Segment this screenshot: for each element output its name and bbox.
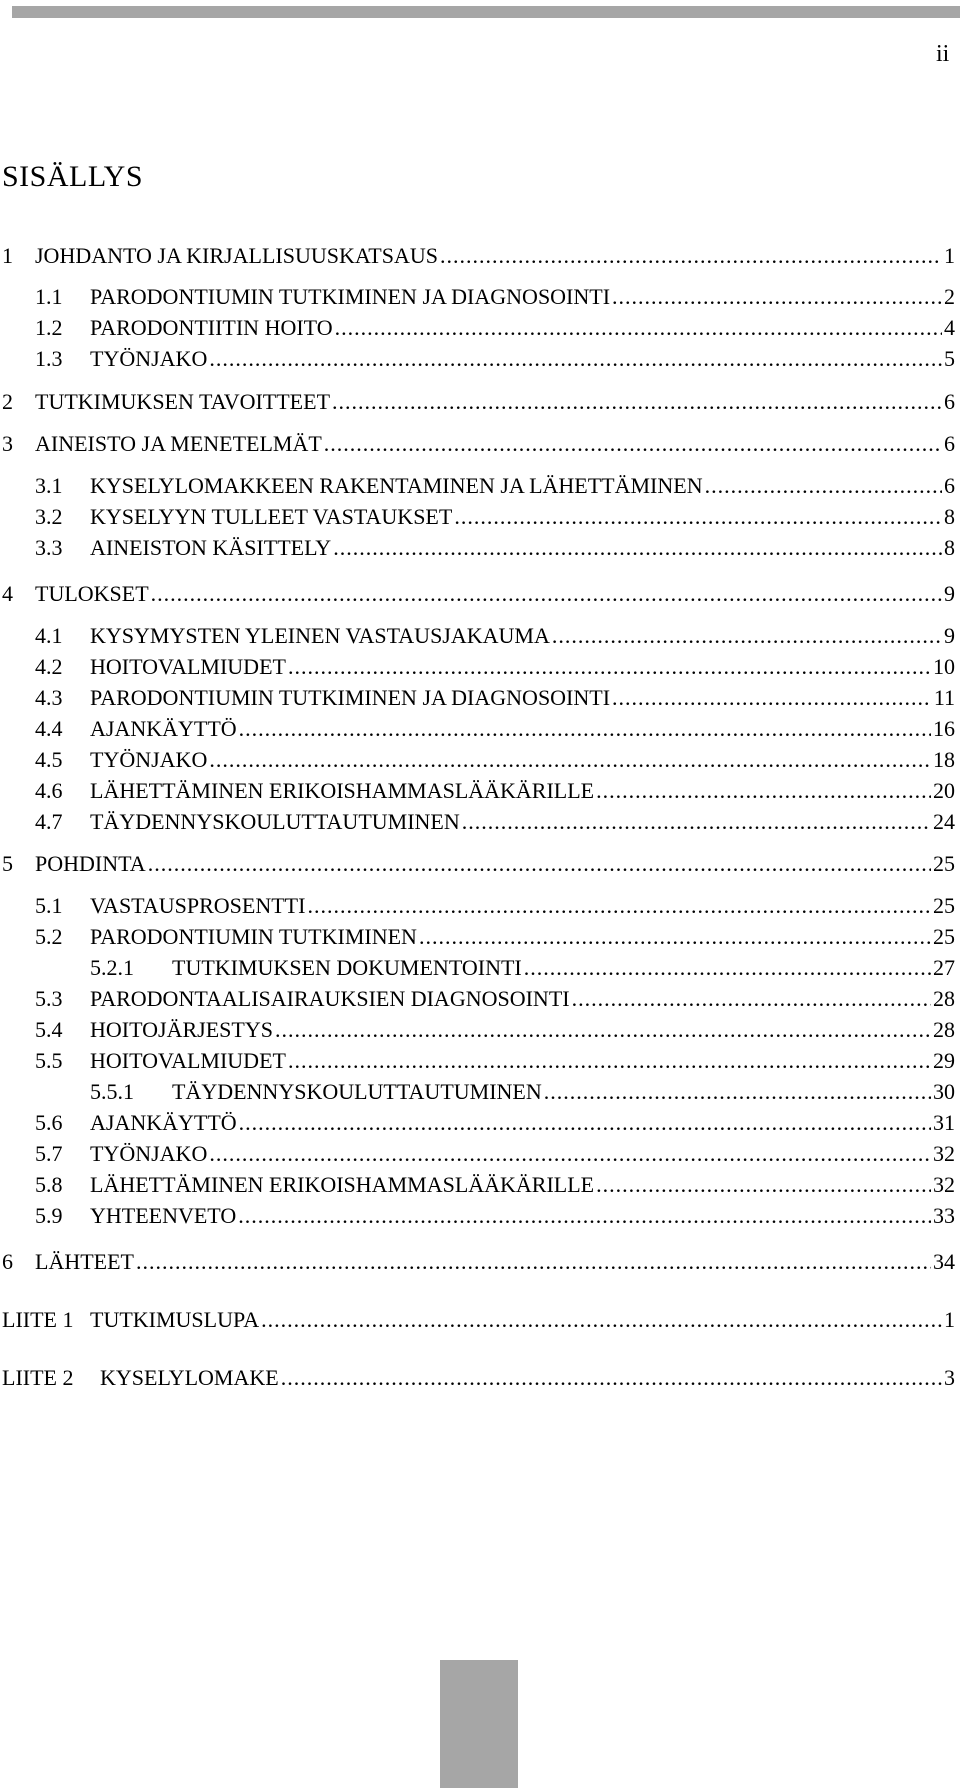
toc-entry-page: 32 [933,1172,955,1197]
toc-leader-dots [596,1171,931,1199]
toc-leader-dots [261,1306,942,1334]
toc-entry-number: 1.3 [35,346,63,371]
header-bar [12,6,960,18]
toc-leader-dots [148,850,931,878]
toc-entry-text: TYÖNJAKO [90,747,208,772]
toc-entry [0,534,955,562]
toc-entry-text: AJANKÄYTTÖ [90,716,237,741]
toc-entry [0,985,955,1013]
toc-entry-text: TUTKIMUKSEN DOKUMENTOINTI [172,955,522,980]
toc-entry-number: 5.2 [35,924,63,949]
toc-entry [0,283,955,311]
toc-entry-page: 32 [933,1141,955,1166]
toc-entry-text: LÄHETTÄMINEN ERIKOISHAMMASLÄÄKÄRILLE [90,1172,595,1197]
toc-entry [0,684,955,712]
toc-entry-number: 3.2 [35,504,63,529]
toc-entry-page: 27 [933,955,955,980]
toc-leader-dots [307,892,931,920]
toc-entry-text: TUTKIMUKSEN TAVOITTEET [35,389,331,414]
toc-leader-dots [332,388,942,416]
toc-leader-dots [209,1140,931,1168]
toc-entry [0,345,955,373]
toc-leader-dots [462,808,931,836]
toc-entry-number: 4 [2,581,13,606]
toc-entry-text: AINEISTON KÄSITTELY [90,535,332,560]
toc-leader-dots [238,1202,931,1230]
toc-entry-text: TUTKIMUSLUPA [90,1307,260,1332]
toc-entry-text: POHDINTA [35,851,146,876]
toc-entry-text: TÄYDENNYSKOULUTTAUTUMINEN [90,809,460,834]
toc-entry [0,808,955,836]
toc-entry [0,1248,955,1276]
toc-entry-number: 5.2.1 [90,955,134,980]
toc-entry-text: VASTAUSPROSENTTI [90,893,306,918]
toc-entry [0,1202,955,1230]
toc-entry [0,1364,955,1392]
toc-entry [0,715,955,743]
toc-entry-page: 28 [933,986,955,1011]
toc-entry-number: 3.1 [35,473,63,498]
toc-entry-page: 1 [944,243,955,268]
toc-entry-page: 6 [944,431,955,456]
toc-entry-text: LÄHTEET [35,1249,134,1274]
toc-leader-dots [596,777,931,805]
toc-leader-dots [239,1109,931,1137]
toc-entry-number: 5.5 [35,1048,63,1073]
toc-entry-page: 24 [933,809,955,834]
toc-entry-page: 16 [933,716,955,741]
toc-entry [0,580,955,608]
toc-entry [0,1109,955,1137]
toc-leader-dots [544,1078,931,1106]
toc-entry-text: YHTEENVETO [90,1203,237,1228]
toc-entry-number: 5.5.1 [90,1079,134,1104]
toc-entry-number: 1.1 [35,284,63,309]
toc-leader-dots [209,746,931,774]
toc-entry-page: 6 [944,473,955,498]
toc-entry-page: 6 [944,389,955,414]
toc-entry-number: 3 [2,431,13,456]
toc-entry-page: 34 [933,1249,955,1274]
toc-entry [0,622,955,650]
toc-entry-text: PARODONTIUMIN TUTKIMINEN JA DIAGNOSOINTI [90,685,611,710]
toc-entry-page: 10 [933,654,955,679]
toc-entry-text: HOITOVALMIUDET [90,1048,286,1073]
footer-block [440,1660,518,1788]
toc-entry-number: 6 [2,1249,13,1274]
toc-entry-number: 4.5 [35,747,63,772]
toc-entry-page: 4 [944,315,955,340]
toc-entry-page: 11 [933,685,955,710]
toc-leader-dots [324,430,942,458]
toc-entry [0,1171,955,1199]
toc-entry [0,430,955,458]
toc-entry-number: 4.3 [35,685,63,710]
toc-entry-page: 9 [944,623,955,648]
toc-entry-text: KYSELYYN TULLEET VASTAUKSET [90,504,453,529]
toc-entry-page: 5 [944,346,955,371]
toc-title: SISÄLLYS [2,160,144,193]
toc-entry-page: 29 [933,1048,955,1073]
toc-entry-page: 3 [944,1365,955,1390]
toc-entry [0,503,955,531]
toc-entry [0,892,955,920]
toc-entry-number: 3.3 [35,535,63,560]
toc-entry-number: 5.8 [35,1172,63,1197]
toc-entry-text: AINEISTO JA MENETELMÄT [35,431,322,456]
toc-leader-dots [524,954,931,982]
toc-entry-page: 9 [944,581,955,606]
toc-entry-text: JOHDANTO JA KIRJALLISUUSKATSAUS [35,243,438,268]
toc-entry-number: LIITE 1 [2,1307,74,1332]
toc-entry [0,850,955,878]
toc-entry-number: 4.6 [35,778,63,803]
toc-entry-number: 5.3 [35,986,63,1011]
toc-entry-number: LIITE 2 [2,1365,74,1390]
toc-entry-number: 5.4 [35,1017,63,1042]
toc-entry [0,1306,955,1334]
toc-entry-page: 1 [944,1307,955,1332]
toc-entry [0,314,955,342]
toc-entry-number: 5 [2,851,13,876]
toc-leader-dots [151,580,942,608]
toc-entry-page: 25 [933,924,955,949]
toc-entry [0,1140,955,1168]
toc-entry-text: AJANKÄYTTÖ [90,1110,237,1135]
toc-entry-page: 20 [933,778,955,803]
toc-entry-text: HOITOVALMIUDET [90,654,286,679]
toc-leader-dots [454,503,942,531]
toc-entry-page: 28 [933,1017,955,1042]
toc-entry-page: 8 [944,535,955,560]
toc-leader-dots [705,472,942,500]
toc-entry-number: 5.1 [35,893,63,918]
toc-entry-text: KYSELYLOMAKE [100,1365,279,1390]
toc-leader-dots [288,653,931,681]
toc-entry-number: 5.6 [35,1110,63,1135]
toc-leader-dots [612,283,942,311]
toc-entry-text: TYÖNJAKO [90,346,208,371]
toc-entry [0,242,955,270]
toc-entry-page: 8 [944,504,955,529]
toc-leader-dots [552,622,942,650]
toc-leader-dots [333,534,942,562]
toc-leader-dots [612,684,932,712]
toc-leader-dots [275,1016,931,1044]
toc-entry-number: 4.1 [35,623,63,648]
toc-leader-dots [440,242,942,270]
toc-entry [0,954,955,982]
toc-entry-page: 25 [933,851,955,876]
toc-entry [0,388,955,416]
toc-entry-number: 4.2 [35,654,63,679]
toc-entry [0,1016,955,1044]
toc-entry-text: PARODONTIITIN HOITO [90,315,333,340]
toc-entry-number: 2 [2,389,13,414]
toc-entry-page: 2 [944,284,955,309]
toc-entry-text: PARODONTIUMIN TUTKIMINEN [90,924,417,949]
toc-entry-text: TÄYDENNYSKOULUTTAUTUMINEN [172,1079,542,1104]
toc-entry-page: 25 [933,893,955,918]
toc-leader-dots [281,1364,942,1392]
toc-entry-page: 18 [933,747,955,772]
toc-entry [0,777,955,805]
toc-entry [0,923,955,951]
toc-entry-text: LÄHETTÄMINEN ERIKOISHAMMASLÄÄKÄRILLE [90,778,595,803]
toc-entry-number: 5.7 [35,1141,63,1166]
toc-leader-dots [419,923,931,951]
toc-leader-dots [288,1047,931,1075]
toc-entry-number: 1 [2,243,13,268]
toc-leader-dots [209,345,942,373]
toc-entry-text: KYSYMYSTEN YLEINEN VASTAUSJAKAUMA [90,623,550,648]
toc-leader-dots [335,314,942,342]
toc-entry [0,746,955,774]
toc-entry [0,653,955,681]
toc-entry-number: 5.9 [35,1203,63,1228]
toc-entry-number: 1.2 [35,315,63,340]
page-number: ii [936,41,950,67]
toc-entry-page: 31 [933,1110,955,1135]
toc-entry-text: TULOKSET [35,581,149,606]
toc-entry-number: 4.4 [35,716,63,741]
toc-leader-dots [572,985,931,1013]
toc-entry-text: PARODONTIUMIN TUTKIMINEN JA DIAGNOSOINTI [90,284,611,309]
toc-entry [0,1078,955,1106]
toc-leader-dots [239,715,931,743]
toc-entry [0,472,955,500]
toc-entry-text: KYSELYLOMAKKEEN RAKENTAMINEN JA LÄHETTÄMINEN [90,473,703,498]
toc-entry-page: 30 [933,1079,955,1104]
toc-entry-text: TYÖNJAKO [90,1141,208,1166]
toc-entry-number: 4.7 [35,809,63,834]
toc-entry [0,1047,955,1075]
toc-leader-dots [136,1248,931,1276]
toc-entry-page: 33 [933,1203,955,1228]
toc-entry-text: HOITOJÄRJESTYS [90,1017,273,1042]
toc-entry-text: PARODONTAALISAIRAUKSIEN DIAGNOSOINTI [90,986,570,1011]
